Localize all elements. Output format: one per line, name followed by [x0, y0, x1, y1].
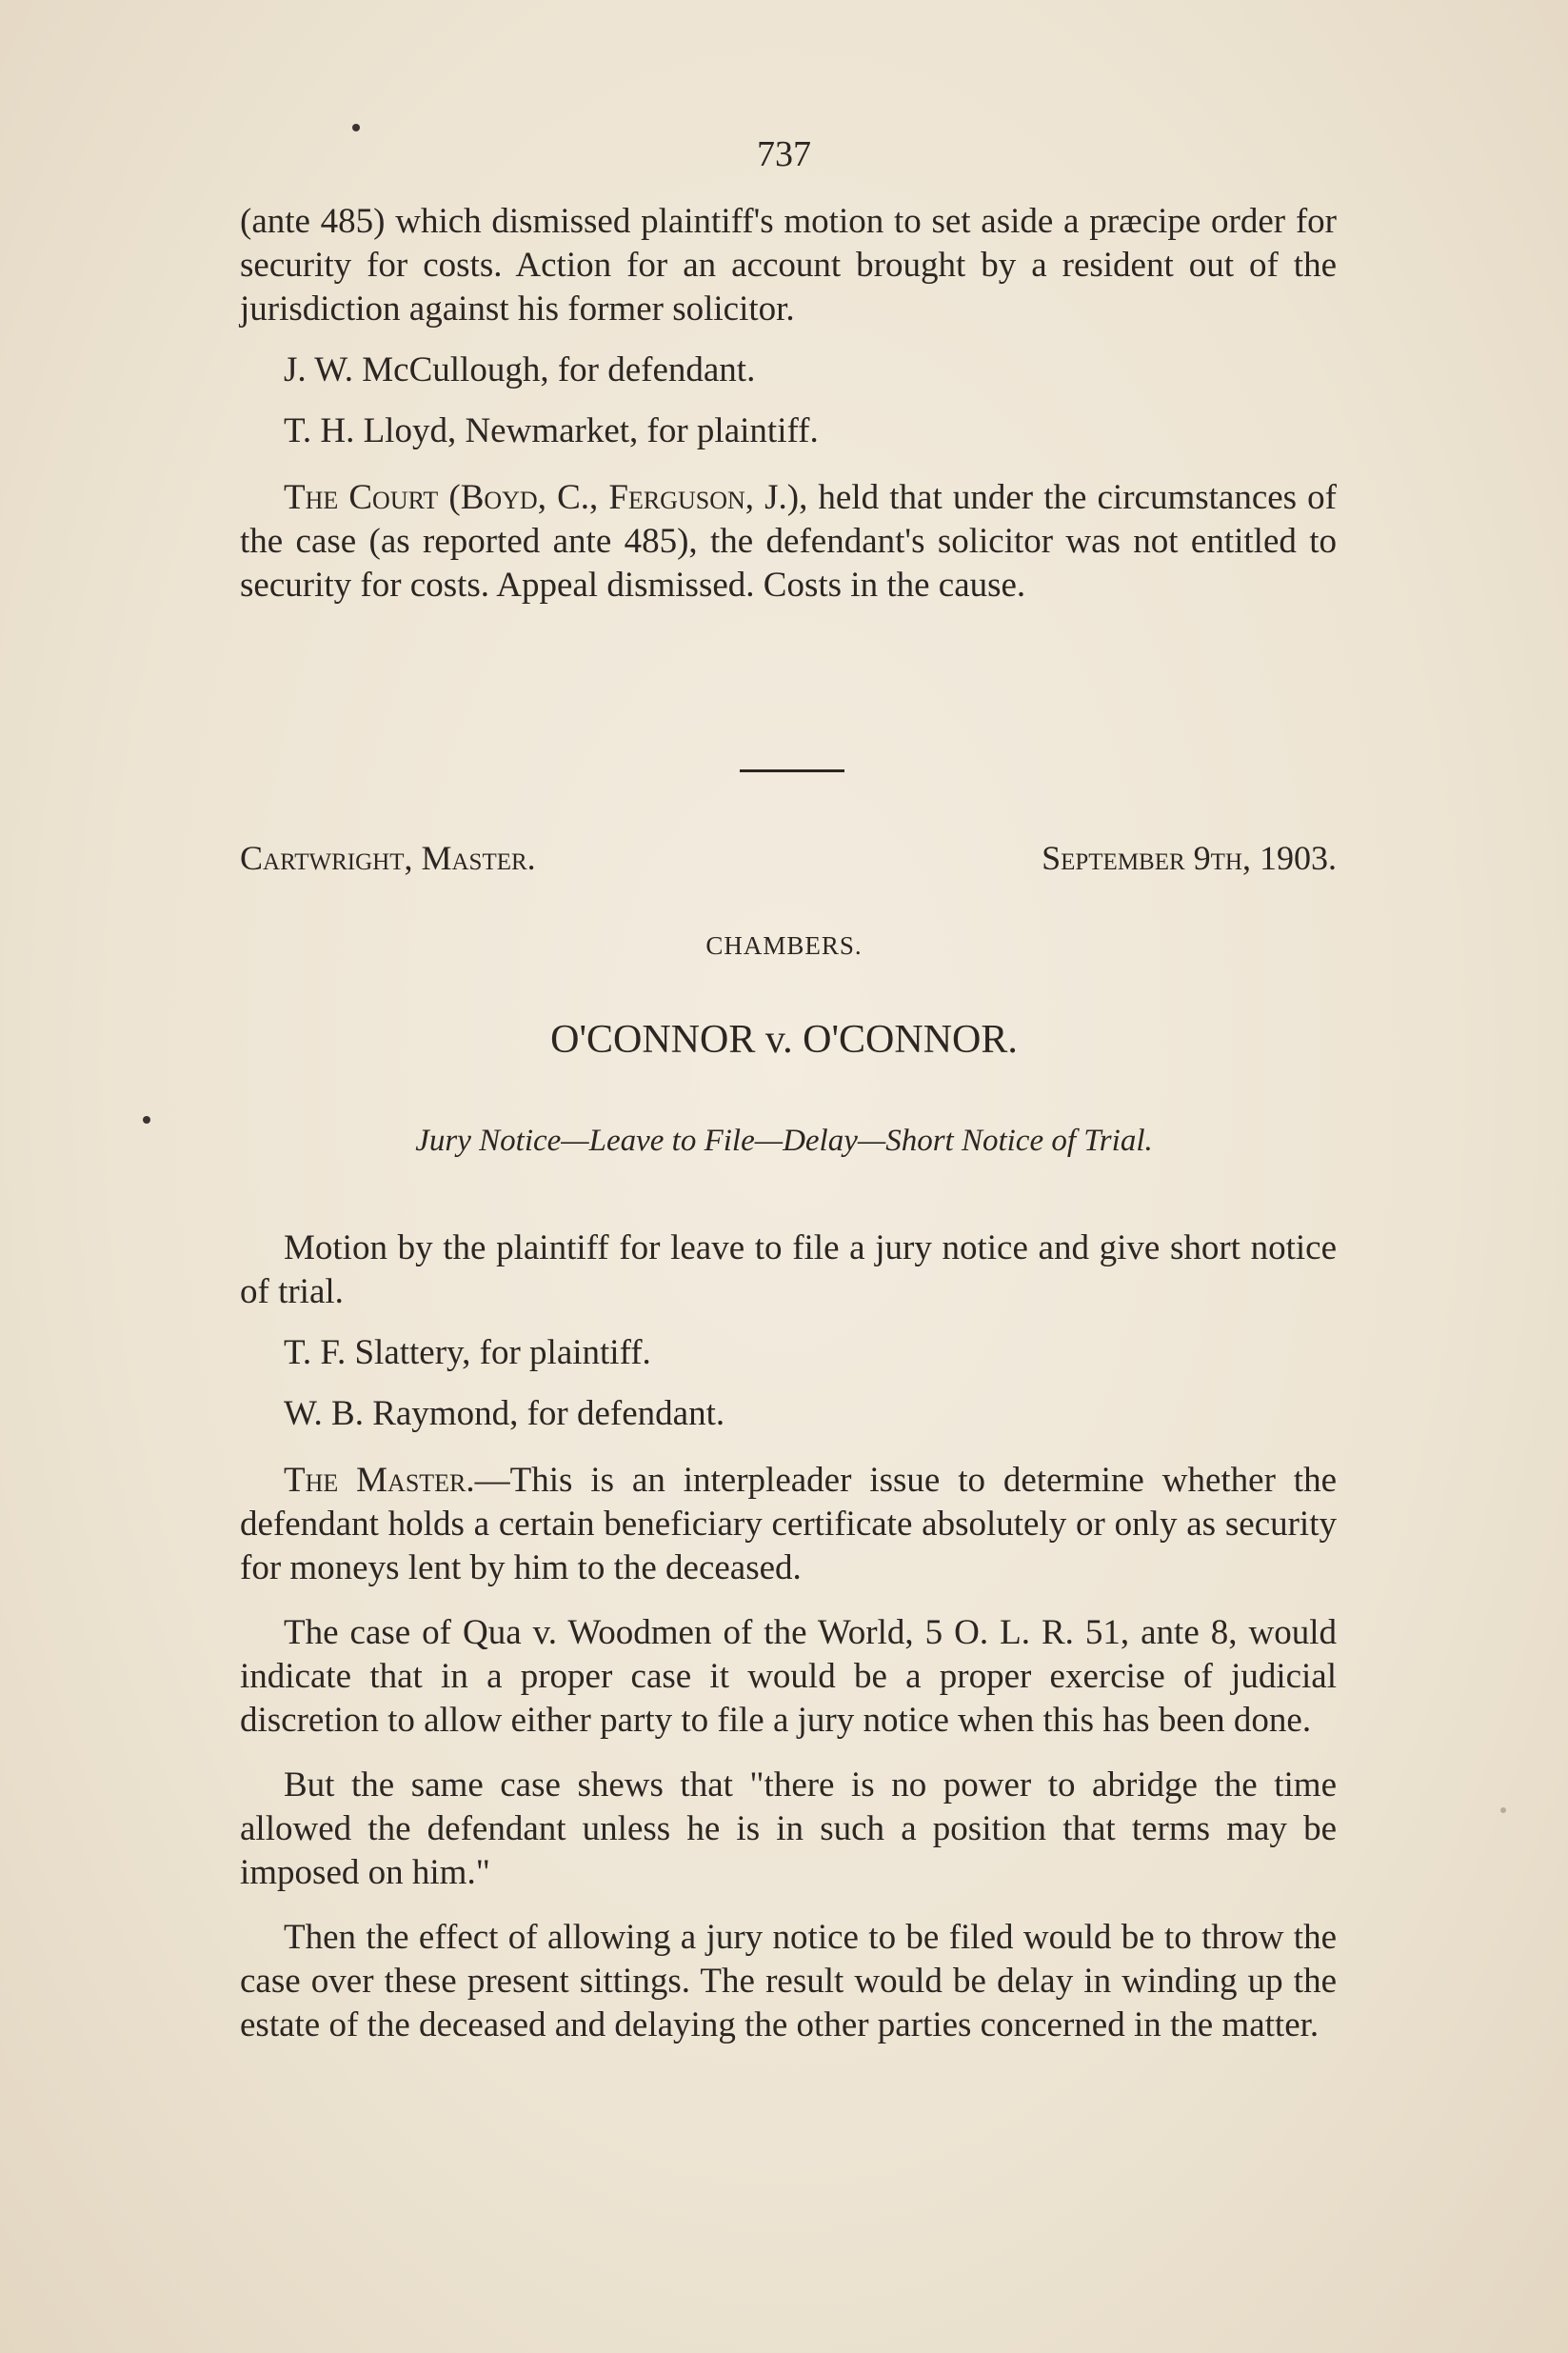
case-header	[240, 838, 1337, 878]
judge-name: Boyd	[460, 478, 538, 517]
counsel-line: T. F. Slattery, for plaintiff.	[284, 1333, 651, 1372]
ink-speck	[143, 1116, 150, 1124]
opening-section	[240, 200, 1337, 608]
chambers-label: CHAMBERS.	[705, 931, 863, 960]
case-body	[240, 1226, 1337, 2047]
counsel-line: J. W. McCullough, for defendant.	[284, 350, 756, 389]
section-divider	[740, 769, 844, 772]
case-subject: Jury Notice—Leave to File—Delay—Short Notice of Trial.	[415, 1124, 1153, 1158]
body-paragraph: Then the effect of allowing a jury notice to be filed would be to throw the case over these present sittings. The result would be delay in winding up the estate of the deceased and delaying the other parties concerned in the matter.	[240, 1918, 1337, 2044]
master-label: The Master.	[284, 1461, 475, 1500]
page-number: 737	[757, 134, 811, 174]
body-paragraph: The case of Qua v. Woodmen of the World, 5 O. L. R. 51, ante 8, would indicate that in a proper case it would be a proper exercise of judicial discretion to allow either party to file a jury notice when this has been done.	[240, 1613, 1337, 1740]
court-text: (	[438, 478, 461, 517]
court-text: , C.,	[537, 478, 609, 517]
body-paragraph: But the same case shews that "there is no power to abridge the time allowed the defendant unless he is in such a position that terms may be imposed on him."	[240, 1765, 1337, 1892]
date-heading: September 9th, 1903.	[1042, 839, 1337, 877]
judge-name: Ferguson	[608, 478, 745, 517]
court-judgment	[240, 476, 1337, 608]
counsel-line: W. B. Raymond, for defendant.	[284, 1394, 725, 1433]
judge-heading: Cartwright, Master.	[240, 839, 536, 877]
continued-paragraph: (ante 485) which dismissed plaintiff's motion to set aside a præcipe order for security for costs. Action for an account brought by a resident out of the jurisdiction against his former solicitor.	[240, 202, 1337, 329]
court-label: The Court	[284, 478, 439, 517]
ink-speck	[352, 124, 360, 131]
counsel-line: T. H. Lloyd, Newmarket, for plaintiff.	[284, 411, 819, 450]
ink-speck	[1500, 1807, 1506, 1813]
master-judgment	[240, 1459, 1337, 1590]
motion-paragraph: Motion by the plaintiff for leave to file a jury notice and give short notice of trial.	[240, 1228, 1337, 1311]
master-text: —This is an interpleader issue to determine whether the defendant holds a certain beneficiary certificate absolutely or only as security for moneys lent by him to the deceased.	[240, 1461, 1337, 1587]
case-title: O'CONNOR v. O'CONNOR.	[550, 1018, 1018, 1062]
court-text: , J.), held that under the circumstances of the case (as reported ante 485), the defendant's solicitor was not entitled to security for costs. Appeal dismissed. Costs in the cause.	[240, 478, 1337, 605]
